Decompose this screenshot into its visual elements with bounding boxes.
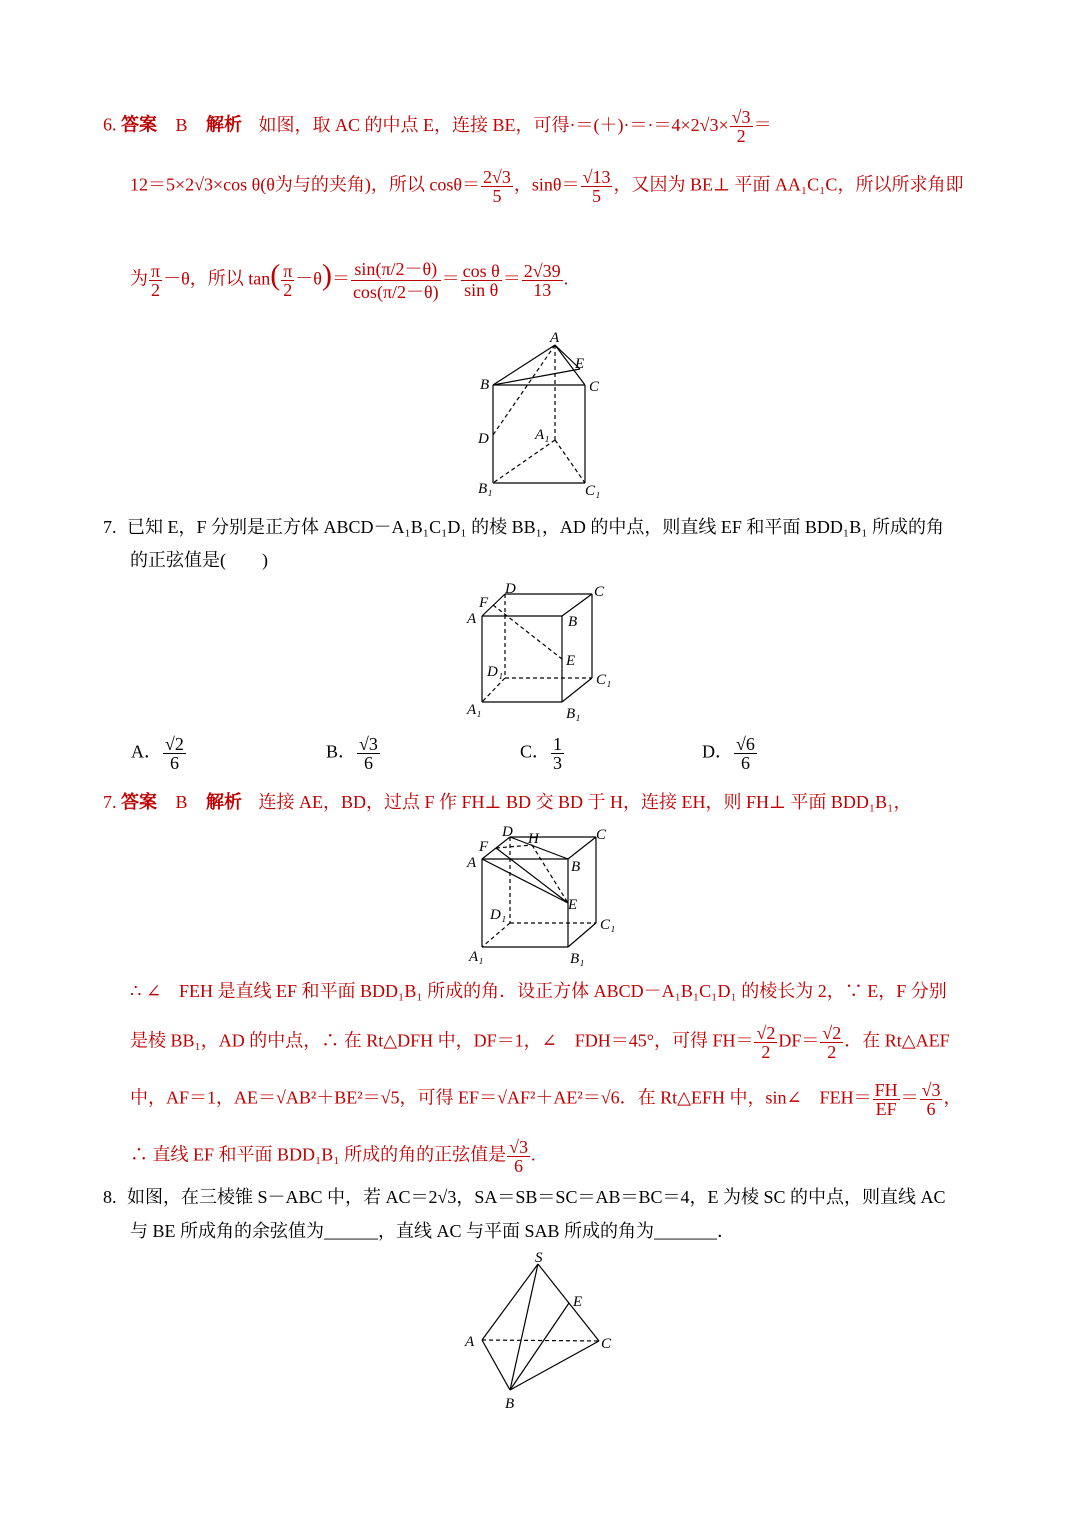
q6-answer-line3: 为 $\frac{\pi}{2}$ －θ，所以 tan( $\frac{\pi}{2}$ －θ)＝ $\frac{\sin(\pi/2-\theta)}{\cos(\pi/2-\theta)}$ ＝ $\frac{\text{cos θ}}{\text{sin θ}}$ ＝ $\frac{2√39}{13}$ .	[130, 258, 569, 302]
label-b1: B₁	[478, 481, 493, 497]
label-f: F	[479, 839, 489, 855]
label-a: A	[465, 1334, 475, 1350]
label-b: B	[568, 614, 578, 630]
label-c1: C₁	[596, 672, 612, 688]
cube-figure-h	[460, 823, 620, 968]
fraction: $\frac{\sin(\pi/2-\theta)}{\cos(\pi/2-\theta)}$	[352, 259, 439, 302]
label-b: B	[505, 1396, 515, 1412]
label-c: C	[594, 584, 605, 600]
q7-line1: 7. 已知 E，F 分别是正方体 ABCD－A₁B₁C₁D₁ 的棱 BB₁，AD 的中点，则直线 EF 和平面 BDD₁B₁ 所成的角	[103, 517, 944, 537]
answer-label: 答案	[121, 792, 157, 813]
label-b1: B₁	[570, 951, 585, 967]
q8-line2: 与 BE 所成角的余弦值为______，直线 AC 与平面 SAB 所成的角为_______．	[130, 1221, 736, 1241]
option-b[interactable]: B． $\frac{√3}{6}$	[326, 734, 378, 773]
label-a: A	[467, 855, 477, 871]
q8-line1: 8. 如图，在三棱锥 S－ABC 中，若 AC＝2√3，SA＝SB＝SC＝AB＝BC＝4，E 为棱 SC 的中点，则直线 AC	[103, 1187, 946, 1207]
analysis-label: 解析	[206, 114, 243, 136]
label-f: F	[479, 595, 489, 611]
label-s: S	[535, 1250, 543, 1266]
label-d: D	[478, 431, 489, 447]
label-c1: C₁	[600, 917, 616, 933]
label-d1: D₁	[490, 907, 507, 923]
label-b: B	[571, 859, 581, 875]
label-e: E	[575, 356, 585, 372]
option-c[interactable]: C． $\frac{1}{3}$	[520, 734, 563, 773]
answer-label: 答案	[121, 114, 157, 136]
pyramid-figure	[455, 1248, 625, 1418]
label-b: B	[480, 377, 490, 393]
label-d: D	[502, 824, 513, 840]
q7-line2: 的正弦值是( )	[130, 550, 268, 570]
label-e: E	[566, 653, 576, 669]
label-a: A	[467, 611, 477, 627]
label-a1: A₁	[469, 949, 484, 965]
label-d1: D₁	[487, 664, 504, 680]
label-a1: A₁	[467, 702, 482, 718]
q6-answer-line1: 6. 答案 B 解析 如图，取 AC 的中点 E，连接 BE，可得·＝(＋)·＝·＝4×2√3× $\frac{√3}{2}$ ＝	[103, 107, 772, 146]
fraction: $\frac{2√39}{13}$	[523, 261, 561, 300]
label-b1: B₁	[566, 706, 581, 722]
label-d: D	[505, 581, 516, 597]
fraction: $\frac{√3}{2}$	[731, 107, 751, 146]
label-a: A	[550, 330, 560, 346]
q7-answer-line1: 7. 答案 B 解析 连接 AE，BD，过点 F 作 FH⊥ BD 交 BD 于 H，连接 EH，则 FH⊥ 平面 BDD₁B₁，	[103, 792, 912, 813]
fraction: $\frac{\pi}{2}$	[283, 261, 293, 300]
analysis-label: 解析	[206, 792, 243, 813]
q7-answer-line2: ∴ ∠ FEH 是直线 EF 和平面 BDD₁B₁ 所成的角．设正方体 ABCD－A₁B₁C₁D₁ 的棱长为 2，∵ E，F 分别	[130, 981, 947, 1001]
q7-answer-line3: 是棱 BB₁，AD 的中点，∴ 在 Rt△DFH 中，DF＝1，∠ FDH＝45°，可得 FH＝ $\frac{√2}{2}$ DF＝ $\frac{√2}{2}$ ．在 Rt△AEF	[130, 1023, 950, 1062]
label-e: E	[568, 897, 578, 913]
label-c: C	[589, 379, 600, 395]
fraction: $\frac{\text{cos θ}}{\text{sin θ}}$	[462, 261, 500, 300]
q6-answer-line2: 12＝5×2√3×cos θ(θ为与的夹角)，所以 cosθ＝ $\frac{2√3}{5}$ ，sinθ＝ $\frac{√13}{5}$ ，又因为 BE⊥ 平面 AA₁C₁C，所以所求角即	[130, 167, 964, 206]
cube-figure	[460, 580, 620, 725]
label-c1: C₁	[585, 483, 601, 499]
label-h: H	[528, 831, 539, 847]
label-a1: A₁	[535, 427, 550, 443]
option-d[interactable]: D． $\frac{√6}{6}$	[702, 734, 755, 773]
label-c: C	[596, 827, 607, 843]
fraction: $\frac{\pi}{2}$	[151, 261, 161, 300]
prism-figure	[470, 325, 610, 505]
label-c: C	[601, 1336, 612, 1352]
q7-answer-line4: 中，AF＝1，AE＝√AB²＋BE²＝√5，可得 EF＝√AF²＋AE²＝√6．在 Rt△EFH 中，sin∠ FEH＝ $\frac{FH}{EF}$ ＝ $\frac{√3}{6}$ ，	[130, 1080, 962, 1119]
label-e: E	[573, 1294, 583, 1310]
fraction: $\frac{√13}{5}$	[582, 167, 611, 206]
fraction: $\frac{2√3}{5}$	[483, 167, 511, 206]
q7-answer-line5: ∴ 直线 EF 和平面 BDD₁B₁ 所成的角的正弦值是 $\frac{√3}{6}$ .	[130, 1137, 536, 1176]
option-a[interactable]: A． $\frac{√2}{6}$	[131, 734, 184, 773]
